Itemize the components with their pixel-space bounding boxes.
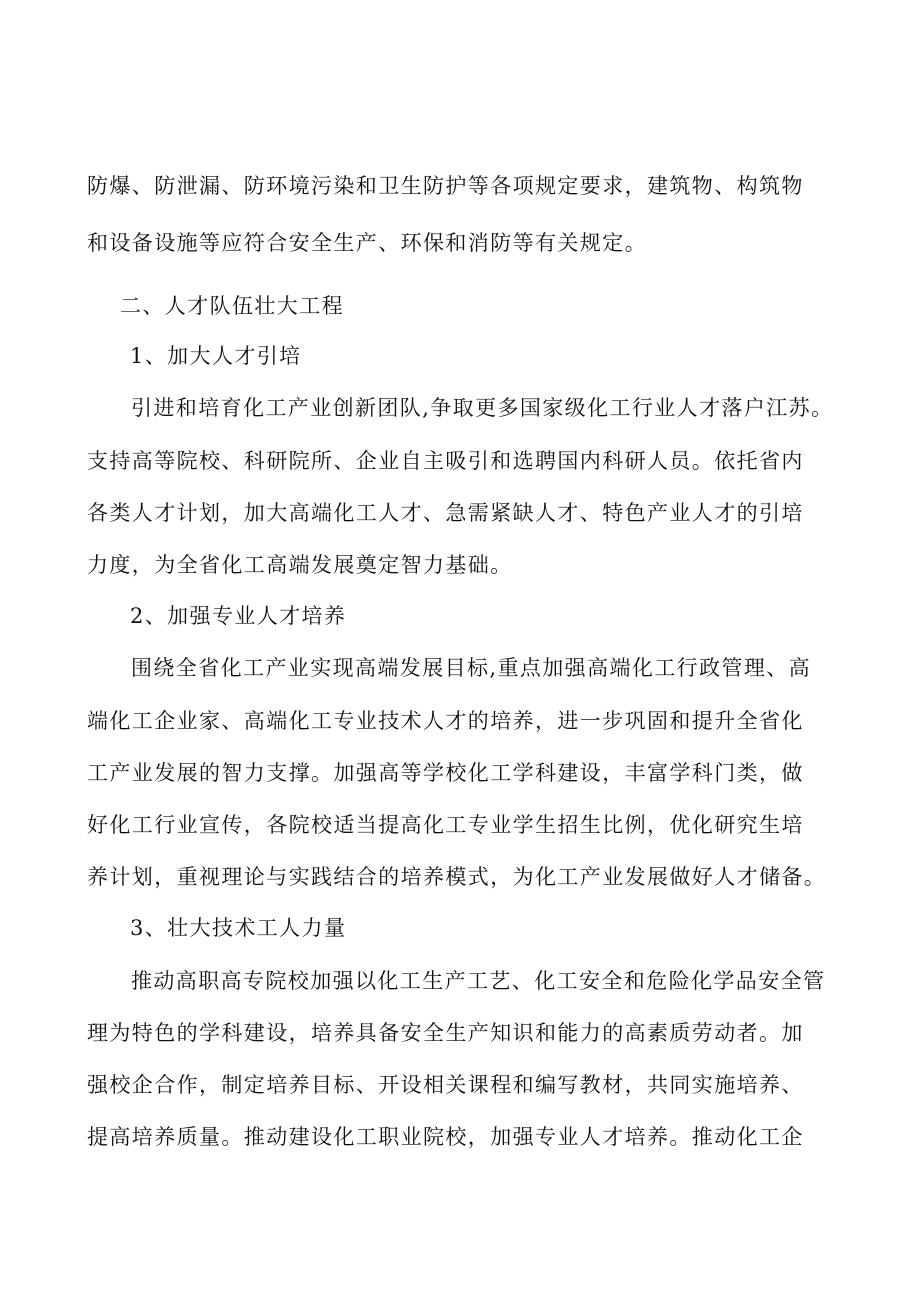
paragraph-line: 工产业发展的智力支撑。加强高等学校化工学科建设，丰富学科门类，做 bbox=[87, 761, 804, 785]
paragraph-line: 力度，为全省化工高端发展奠定智力基础。 bbox=[87, 553, 513, 577]
paragraph-line: 围绕全省化工产业实现高端发展目标,重点加强高端化工行政管理、高 bbox=[131, 656, 812, 680]
paragraph-line: 各类人才计划，加大高端化工人才、急需紧缺人才、特色产业人才的引培 bbox=[87, 501, 804, 525]
paragraph-line: 端化工企业家、高端化工专业技术人才的培养，进一步巩固和提升全省化 bbox=[87, 709, 804, 733]
paragraph-line: 防爆、防泄漏、防环境污染和卫生防护等各项规定要求，建筑物、构筑物 bbox=[87, 174, 804, 198]
paragraph-line: 强校企合作，制定培养目标、开设相关课程和编写教材，共同实施培养、 bbox=[87, 1073, 804, 1097]
paragraph-line: 提高培养质量。推动建设化工职业院校，加强专业人才培养。推动化工企 bbox=[87, 1125, 804, 1149]
paragraph-line: 引进和培育化工产业创新团队,争取更多国家级化工行业人才落户江苏。 bbox=[131, 396, 834, 420]
subsection-heading: 2、加强专业人才培养 bbox=[130, 604, 347, 628]
paragraph-line: 支持高等院校、科研院所、企业自主吸引和选聘国内科研人员。依托省内 bbox=[87, 449, 804, 473]
paragraph-line: 和设备设施等应符合安全生产、环保和消防等有关规定。 bbox=[87, 231, 647, 255]
section-heading: 二、人才队伍壮大工程 bbox=[120, 294, 344, 318]
paragraph-line: 理为特色的学科建设，培养具备安全生产知识和能力的高素质劳动者。加 bbox=[87, 1021, 804, 1045]
paragraph-line: 好化工行业宣传，各院校适当提高化工专业学生招生比例，优化研究生培 bbox=[87, 813, 804, 837]
paragraph-line: 养计划，重视理论与实践结合的培养模式，为化工产业发展做好人才储备。 bbox=[87, 865, 827, 889]
subsection-heading: 3、壮大技术工人力量 bbox=[130, 916, 347, 940]
paragraph-line: 推动高职高专院校加强以化工生产工艺、化工安全和危险化学品安全管 bbox=[131, 969, 826, 993]
subsection-heading: 1、加大人才引培 bbox=[130, 344, 302, 368]
